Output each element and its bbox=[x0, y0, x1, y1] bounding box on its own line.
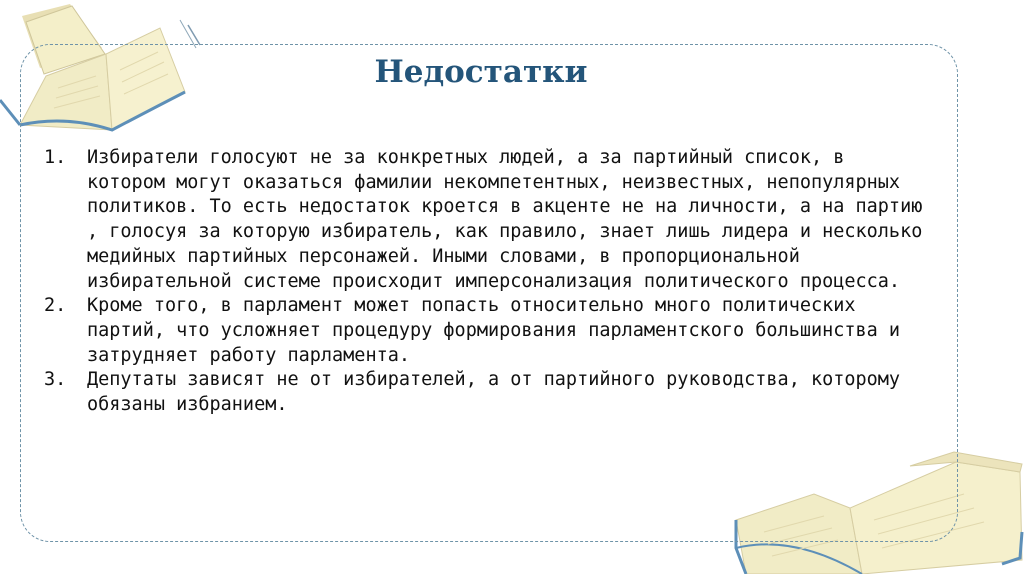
list-item bbox=[44, 146, 924, 294]
list-item bbox=[44, 368, 924, 417]
list-item-number: 3. bbox=[44, 369, 67, 391]
drawbacks-list bbox=[44, 146, 924, 418]
list-item-text: Избиратели голосуют не за конкретных людей, а за партийный список, в котором могут оказаться фамилии некомпетентных, неизвестных, непопулярных политиков. То есть недостаток кроется в акценте не на личности, а на партию , голосуя за которую избиратель, как правило, знает лишь лидера и несколько медийных партийных персонажей. Иными словами, в пропорциональной избирательной системе происходит имперсонализация политического процесса. bbox=[87, 147, 923, 292]
list-item-number: 1. bbox=[44, 147, 67, 168]
list-item bbox=[44, 294, 924, 368]
slide-title: Недостатки bbox=[374, 54, 588, 90]
list-item-text: Депутаты зависят не от избирателей, а от партийного руководства, которому обязаны избранием. bbox=[87, 369, 901, 416]
list-item-text: Кроме того, в парламент может попасть относительно много политических партий, что усложняет процедуру формирования парламентского большинства и затрудняет работу парламента. bbox=[87, 295, 901, 366]
list-item-number: 2. bbox=[44, 295, 67, 317]
